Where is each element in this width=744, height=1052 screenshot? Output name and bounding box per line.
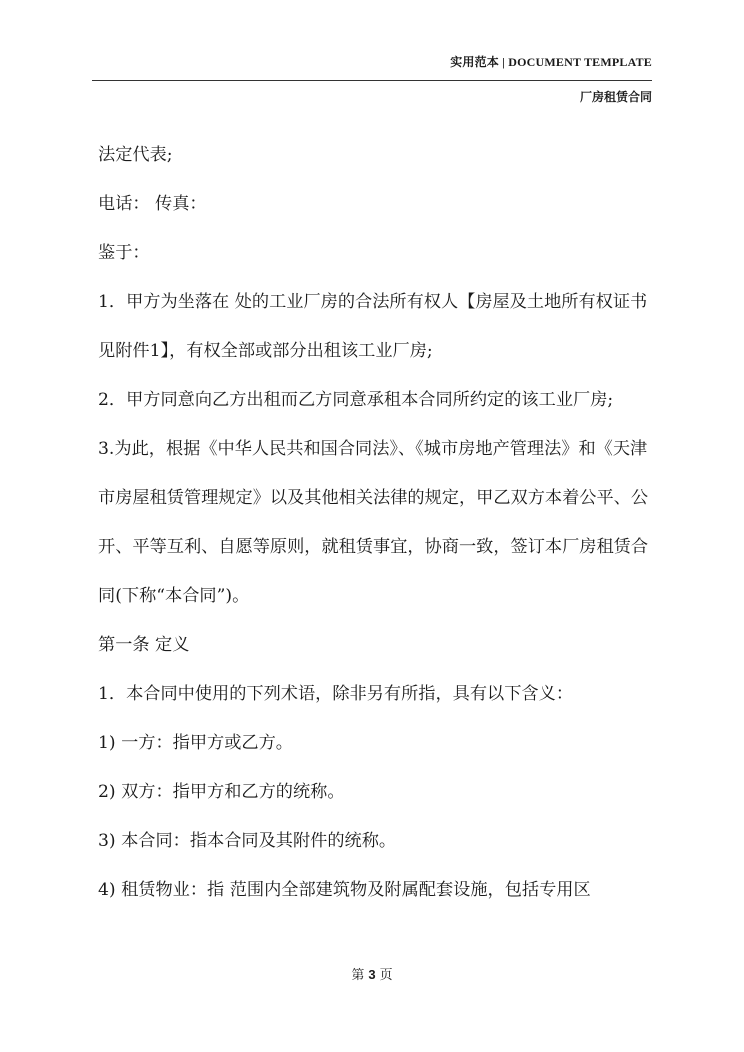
document-header-title: 实用范本 | DOCUMENT TEMPLATE <box>450 55 652 69</box>
document-body <box>98 138 664 922</box>
footer-suffix: 页 <box>379 968 393 983</box>
paragraph-clause-1: 1．甲方为坐落在 处的工业厂房的合法所有权人【房屋及土地所有权证书见附件1】，有权全部或部分出租该工业厂房; <box>98 292 648 361</box>
definition-item-leased-property: 4) 租赁物业：指 范围内全部建筑物及附属配套设施，包括专用区 <box>98 880 591 900</box>
footer-prefix: 第 <box>351 968 365 983</box>
header-divider <box>92 80 652 81</box>
paragraph-legal-representative: 法定代表; <box>98 145 173 165</box>
page-number: 3 <box>368 967 376 982</box>
paragraph-definitions-intro: 1．本合同中使用的下列术语，除非另有所指，具有以下含义： <box>98 684 574 704</box>
page-footer <box>0 964 744 983</box>
section-heading-definitions: 第一条 定义 <box>98 635 190 655</box>
paragraph-clause-2: 2．甲方同意向乙方出租而乙方同意承租本合同所约定的该工业厂房; <box>98 390 614 410</box>
definition-item-both-parties: 2) 双方：指甲方和乙方的统称。 <box>98 782 345 802</box>
paragraph-phone-fax: 电话： 传真： <box>98 194 207 214</box>
definition-item-contract: 3) 本合同：指本合同及其附件的统称。 <box>98 831 397 851</box>
paragraph-clause-3: 3.为此，根据《中华人民共和国合同法》、《城市房地产管理法》和《天津市房屋租赁管理规定》以及其他相关法律的规定，甲乙双方本着公平、公开、平等互利、自愿等原则，就租赁事宜，协商一致，签订本厂房租赁合同(下称“本合同”)。 <box>98 439 649 606</box>
document-header-subtitle: 厂房租赁合同 <box>579 90 652 104</box>
paragraph-whereas: 鉴于： <box>98 243 150 263</box>
definition-item-party: 1) 一方：指甲方或乙方。 <box>98 733 293 753</box>
